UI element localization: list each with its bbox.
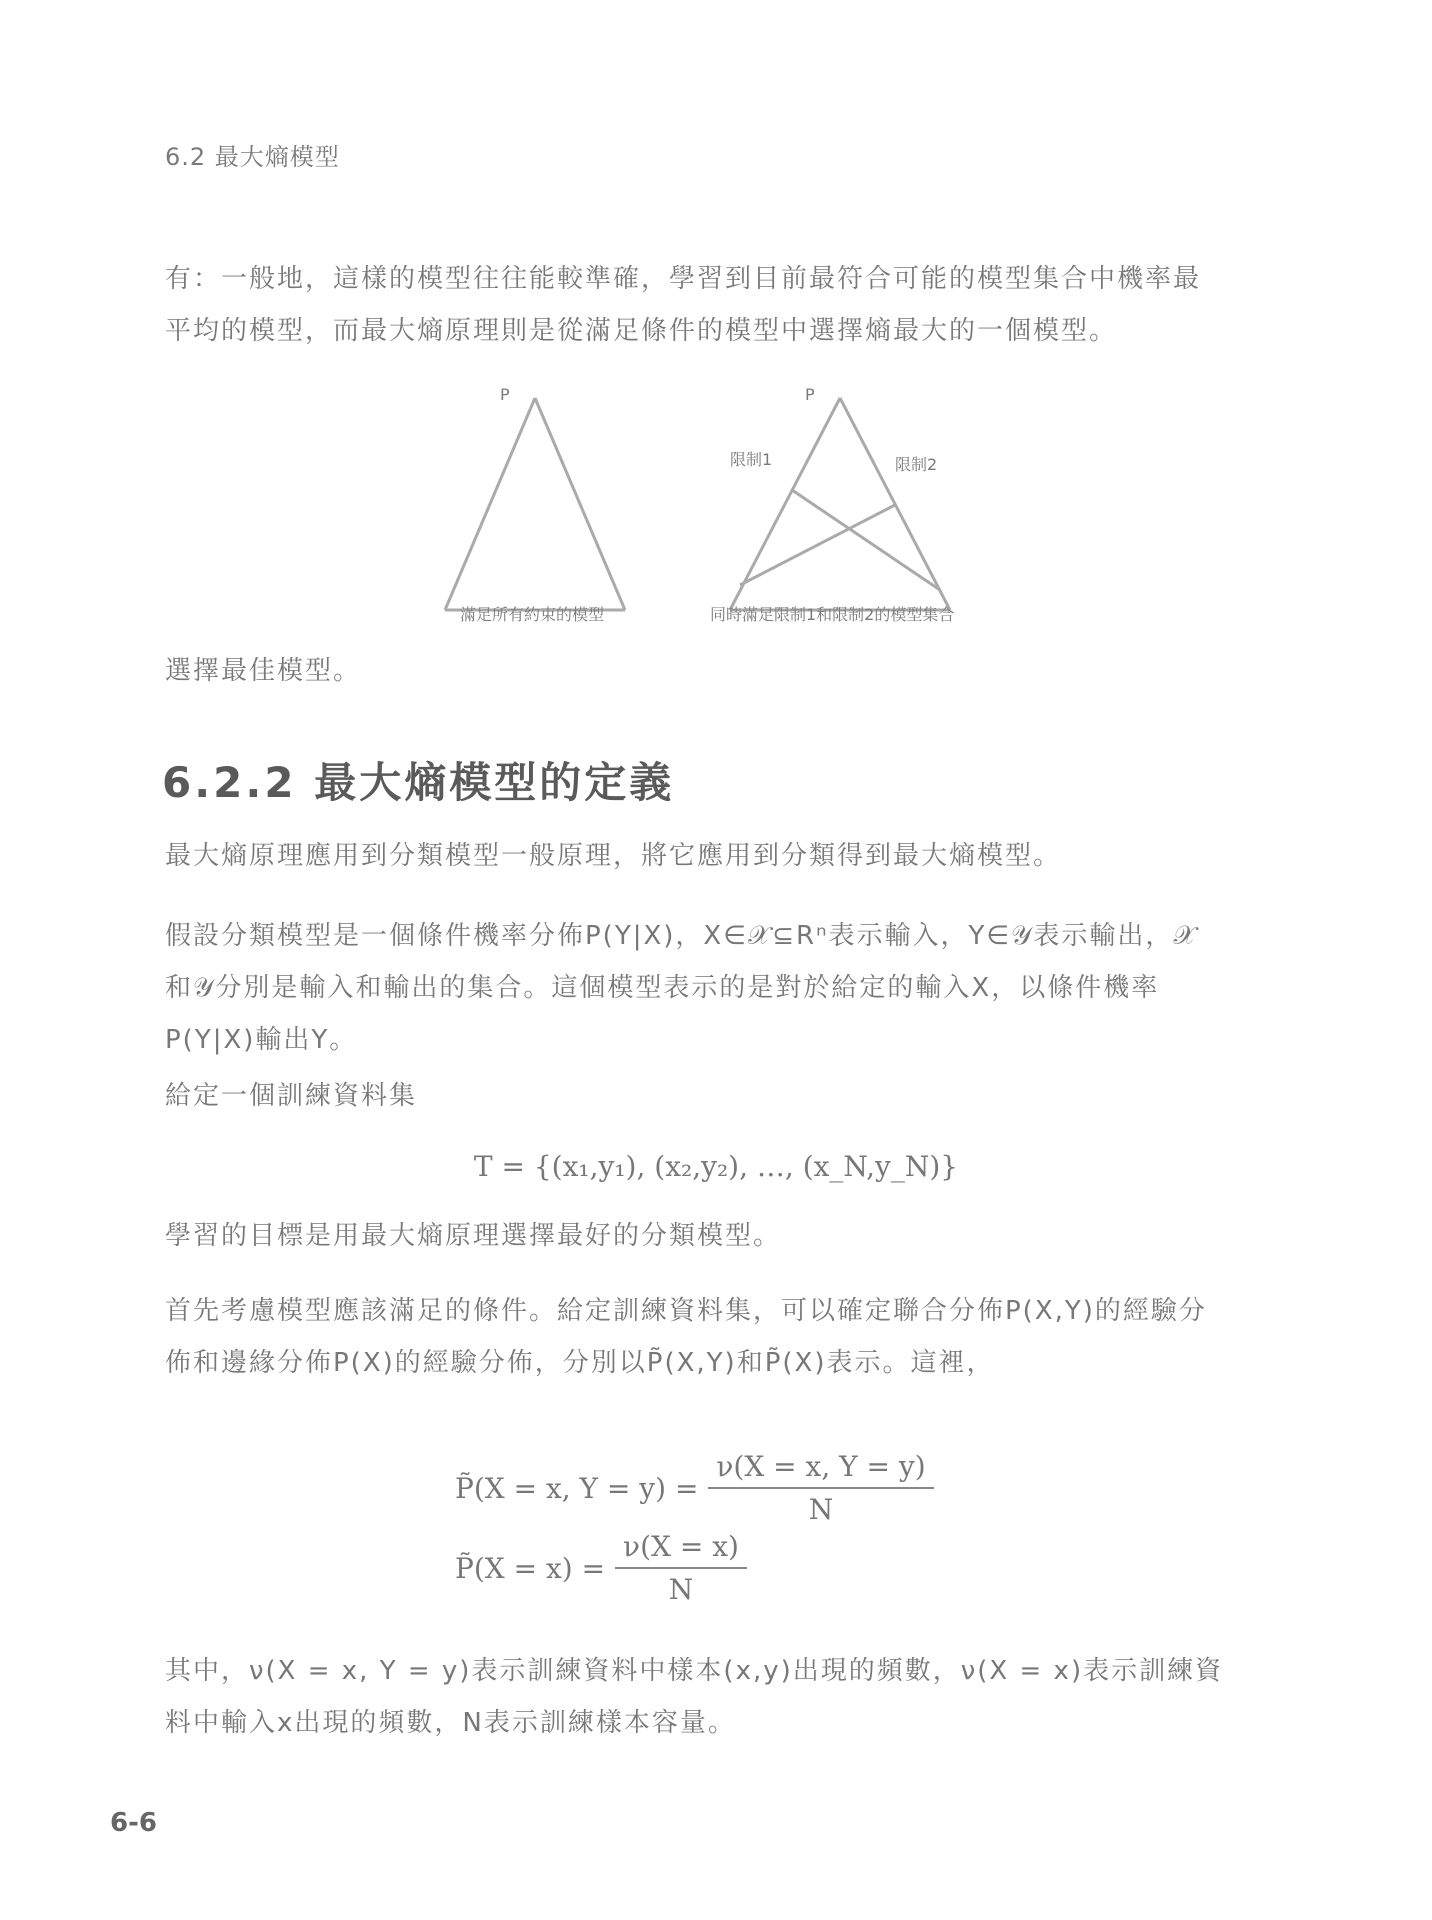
right-triangle-left-edge: [730, 398, 840, 610]
constraint-line-1: [792, 490, 940, 590]
learning-goal-paragraph: 學習的目標是用最大熵原理選擇最好的分類模型。: [165, 1221, 782, 1251]
training-set-equation: T = {(x₁,y₁), (x₂,y₂), …, (x_N,y_N)}: [473, 1150, 959, 1183]
right-apex-label: P: [805, 385, 815, 404]
joint-numerator: ν(X = x, Y = y): [708, 1450, 933, 1489]
right-base-label: 同時滿足限制1和限制2的模型集合: [710, 605, 955, 624]
left-apex-label: P: [500, 385, 510, 404]
left-triangle-right-edge: [535, 398, 625, 610]
frequency-explanation-paragraph: 其中，ν(X = x, Y = y)表示訓練資料中樣本(x,y)出現的頻數，ν(X = x)表示訓練資料中輸入x出現的頻數，N表示訓練樣本容量。: [165, 1656, 1224, 1738]
marginal-empirical-equation: [455, 1530, 747, 1606]
select-model-paragraph: 選擇最佳模型。: [165, 656, 362, 686]
intro-paragraph: 有：一般地，這樣的模型往往能較準確，學習到目前最符合可能的模型集合中機率最平均的模型，而最大熵原理則是從滿足條件的模型中選擇熵最大的一個模型。: [165, 264, 1202, 346]
running-header: 6.2 最大熵模型: [165, 143, 340, 171]
marginal-numerator: ν(X = x): [615, 1530, 747, 1569]
joint-empirical-equation: [455, 1450, 934, 1526]
right-triangle-right-edge: [840, 398, 950, 610]
page-number: 6-6: [110, 1808, 157, 1838]
left-base-label: 滿足所有約束的模型: [460, 605, 605, 624]
section-title: 6.2.2 最大熵模型的定義: [162, 758, 675, 807]
classification-model-paragraph: 假設分類模型是一個條件機率分佈P(Y|X)，X∈𝒳⊆Rⁿ表示輸入，Y∈𝒴表示輸出，𝒳和𝒴分別是輸入和輸出的集合。這個模型表示的是對於給定的輸入X，以條件機率P(Y|X)輸出Y。: [165, 921, 1198, 1055]
left-triangle-left-edge: [445, 398, 535, 610]
training-set-intro: 給定一個訓練資料集: [165, 1081, 418, 1111]
joint-denominator: N: [808, 1493, 834, 1526]
marginal-lhs: P̃(X = x) =: [455, 1551, 606, 1585]
constraint-1-label: 限制1: [730, 450, 773, 469]
marginal-denominator: N: [668, 1573, 694, 1606]
definition-intro-paragraph: 最大熵原理應用到分類模型一般原理，將它應用到分類得到最大熵模型。: [165, 841, 1062, 871]
empirical-distribution-paragraph: 首先考慮模型應該滿足的條件。給定訓練資料集，可以確定聯合分佈P(X,Y)的經驗分佈和邊緣分佈P(X)的經驗分佈，分別以P̃(X,Y)和P̃(X)表示。這裡，: [165, 1296, 1207, 1378]
marginal-fraction: [615, 1530, 747, 1606]
joint-lhs: P̃(X = x, Y = y) =: [455, 1471, 699, 1505]
constraint-2-label: 限制2: [895, 455, 938, 474]
joint-fraction: [708, 1450, 933, 1526]
